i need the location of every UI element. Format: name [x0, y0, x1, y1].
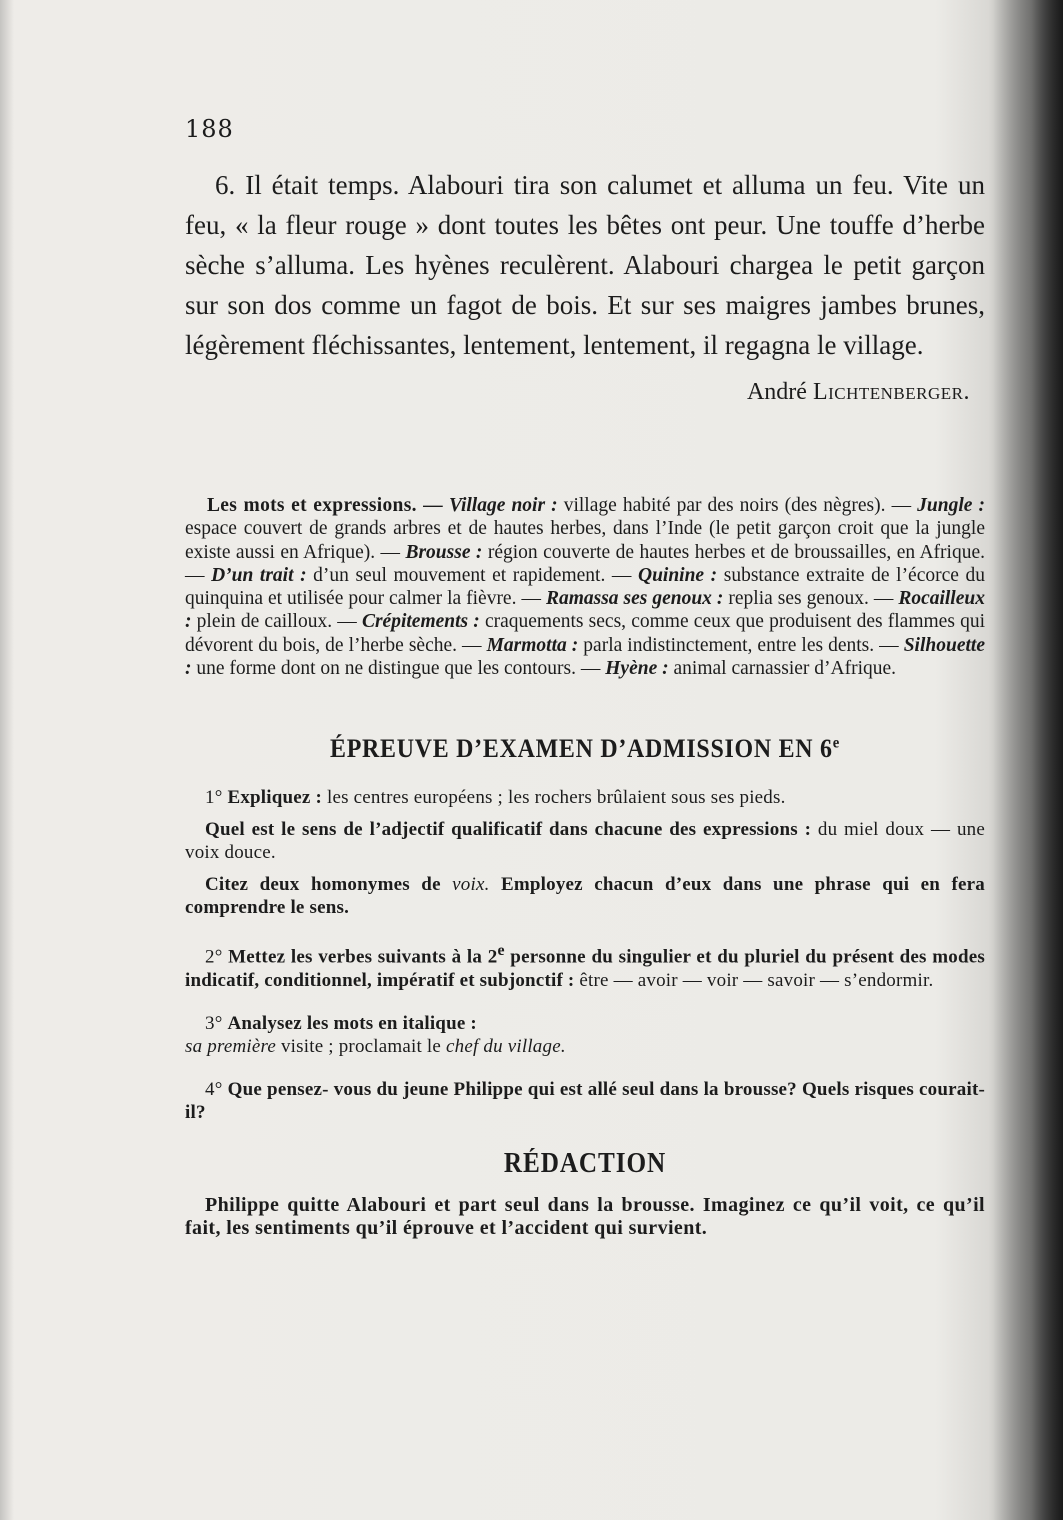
vocabulary-term: Jungle : [917, 495, 986, 516]
redaction-title: RÉDACTION [503, 1147, 667, 1179]
page-content [185, 115, 985, 1240]
redaction-text: Philippe quitte Alabouri et part seul dans la brousse. Imaginez ce qu’il voit, ce qu’il fait, les sentiments qu’il éprouve et l’accident qui survient. [185, 1193, 985, 1239]
page-edge-shadow [993, 0, 1063, 1520]
question-4: 4° Que pensez- vous du jeune Philippe qui est allé seul dans la brousse? Quels risques courait-il? [185, 1078, 986, 1123]
vocabulary-definition: replia ses genoux. — [723, 588, 899, 610]
vocabulary-heading: Les mots et expressions. — [207, 495, 443, 516]
vocabulary-definition: une forme dont on ne distingue que les contours. — [191, 658, 606, 680]
vocabulary-term: Marmotta : [486, 634, 579, 656]
page-gutter-shadow [0, 0, 14, 1520]
vocabulary-term: D’un trait : [211, 564, 307, 586]
question-1: 1° Expliquez : les centres européens ; les rochers brûlaient sous ses pieds. [205, 787, 786, 809]
vocabulary-term: Brousse : [405, 541, 483, 563]
question-1b: Quel est le sens de l’adjectif qualificatif dans chacune des expressions : du miel doux — une voix douce. [185, 819, 985, 864]
vocabulary-term: Silhouette : [185, 634, 985, 680]
vocabulary-definition: animal carnassier d’Afrique. [668, 658, 897, 680]
story-excerpt [185, 165, 985, 406]
page-number: 188 [185, 115, 234, 143]
exam-title: ÉPREUVE D’EXAMEN D’ADMISSION EN 6e [330, 734, 840, 764]
author-last-name: Lichtenberger. [812, 379, 970, 405]
question-1c: Citez deux homonymes de voix. Employez chacun d’eux dans une phrase qui en fera comprendre le sens. [185, 874, 985, 919]
exam-questions [185, 786, 985, 1123]
vocabulary-definition: plein de cailloux. — [191, 611, 362, 633]
question-3: 3° Analysez les mots en italique : sa première visite ; proclamait le chef du village. [185, 1012, 566, 1057]
author-first-name: André [746, 379, 807, 405]
vocabulary-definition: espace couvert de grands arbres et de hautes herbes, dans l’Inde (le petit garçon croit que la jungle existe aussi en Afrique). — [185, 518, 985, 563]
vocabulary-term: Hyène : [605, 658, 669, 680]
author-signature [185, 379, 970, 406]
vocabulary-definition: région couverte de hautes herbes et de broussailles, en Afrique. — [185, 541, 985, 586]
vocabulary-section [185, 494, 985, 680]
vocabulary-term: Village noir : [449, 495, 558, 516]
vocabulary-definition: substance extraite de l’écorce du quinquina et utilisée pour calmer la fièvre. — [185, 564, 985, 610]
vocabulary-definition: parla indistinctement, entre les dents. — [578, 634, 904, 656]
story-paragraph: 6. Il était temps. Alabouri tira son calumet et alluma un feu. Vite un feu, « la fleur rouge » dont toutes les bêtes ont peur. Une touffe d’herbe sèche s’alluma. Les hyènes reculèrent. Alabouri chargea le petit garçon sur son dos comme un fagot de bois. Et sur ses maigres jambes brunes, légèrement fléchissantes, lentement, lentement, il regagna le village. [185, 170, 985, 360]
vocabulary-term: Ramassa ses genoux : [545, 588, 724, 610]
vocabulary-term: Rocailleux : [185, 588, 985, 633]
vocabulary-definition: village habité par des noirs (des nègres). — [557, 495, 918, 516]
vocabulary-definition: d’un seul mouvement et rapidement. — [306, 564, 638, 586]
vocabulary-definition: craquements secs, comme ceux que produisent des flammes qui dévorent du bois, de l’herbe sèche. — [185, 611, 985, 656]
vocabulary-term: Crépitements : [361, 611, 480, 633]
question-2: 2° Mettez les verbes suivants à la 2e personne du singulier et du pluriel du présent des modes indicatif, conditionnel, impératif et subjonctif : être — avoir — voir — savoir — s’endormir. [185, 942, 985, 991]
vocabulary-term: Quinine : [637, 564, 718, 586]
